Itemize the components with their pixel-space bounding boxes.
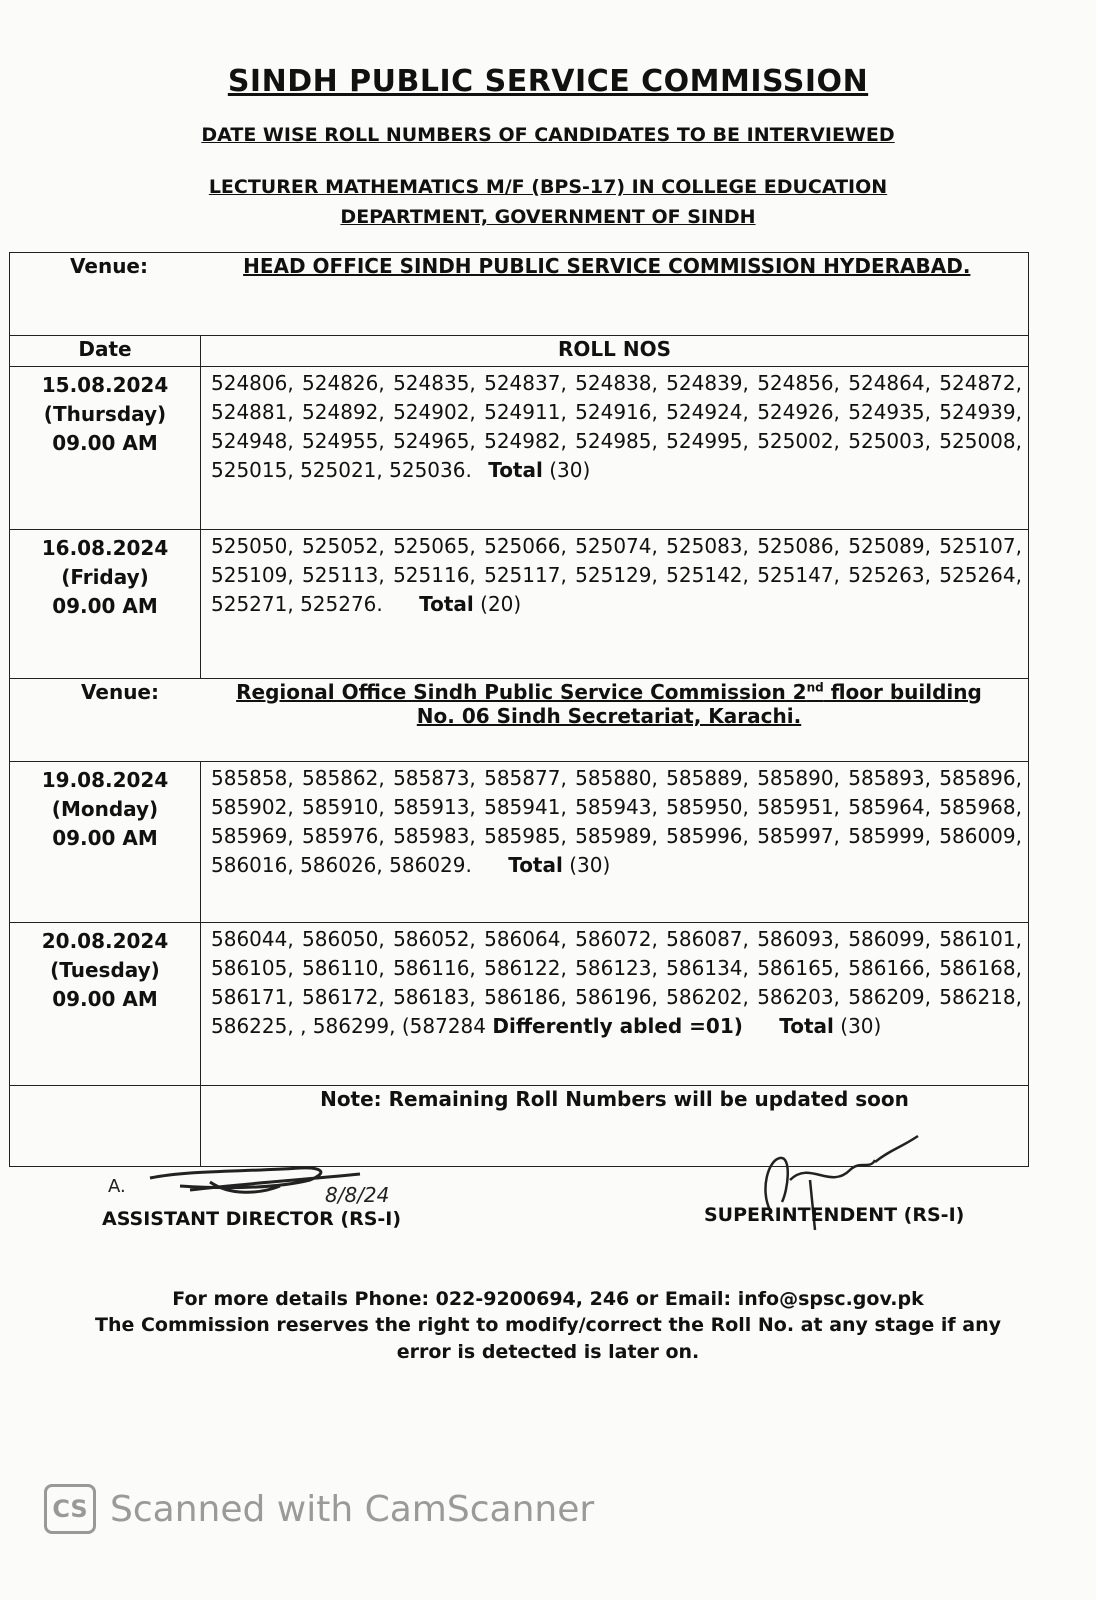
- camscanner-logo-icon: CS: [44, 1484, 96, 1534]
- superintendent-signature: [700, 1130, 1000, 1240]
- assistant-director-signature: [70, 1150, 430, 1240]
- rolls-cell: [201, 762, 1029, 923]
- date-cell: 15.08.2024 (Thursday) 09.00 AM: [10, 367, 201, 530]
- rolls-cell: [201, 530, 1029, 679]
- table-row: [10, 530, 1029, 679]
- footer-contact: For more details Phone: 022-9200694, 246 or Email: info@spsc.gov.pk: [172, 1288, 924, 1310]
- date-cell: 16.08.2024 (Friday) 09.00 AM: [10, 530, 201, 679]
- total-value: (30): [840, 1014, 882, 1038]
- venue-row-karachi: [10, 679, 1029, 762]
- post-line-2: DEPARTMENT, GOVERNMENT OF SINDH: [340, 206, 756, 228]
- rolls-column-header: ROLL NOS: [201, 336, 1029, 367]
- assistant-director-label: ASSISTANT DIRECTOR (RS-I): [102, 1208, 402, 1230]
- superintendent-label: SUPERINTENDENT (RS-I): [704, 1204, 965, 1226]
- total-label: Total: [419, 592, 474, 616]
- roll-numbers: 525050, 525052, 525065, 525066, 525074, 525083, 525086, 525089, 525107, 525109, 525113, 525116, 525117, 525129, 525142, 525147, 525263, 525264, 525271, 525276.: [211, 534, 1022, 616]
- total-value: (30): [569, 853, 611, 877]
- table-row: [10, 762, 1029, 923]
- venue-label: Venue:: [70, 254, 148, 278]
- rolls-cell: [201, 923, 1029, 1086]
- roll-numbers: 586044, 586050, 586052, 586064, 586072, 586087, 586093, 586099, 586101, 586105, 586110, 586116, 586122, 586123, 586134, 586165, 586166, 586168, 586171, 586172, 586183, 586186, 586196, 586202, 586203, 586209, 586218, 586225, , 586299, (587284: [211, 927, 1022, 1038]
- total-value: (30): [549, 458, 591, 482]
- footer-disclaimer-2: error is detected is later on.: [396, 1341, 700, 1363]
- total-label: Total: [488, 458, 543, 482]
- total-label: Total: [508, 853, 563, 877]
- roll-numbers: 524806, 524826, 524835, 524837, 524838, 524839, 524856, 524864, 524872, 524881, 524892, 524902, 524911, 524916, 524924, 524926, 524935, 524939, 524948, 524955, 524965, 524982, 524985, 524995, 525002, 525003, 525008, 525015, 525021, 525036.: [211, 371, 1022, 482]
- venue-label: Venue:: [81, 680, 159, 704]
- date-cell: 19.08.2024 (Monday) 09.00 AM: [10, 762, 201, 923]
- table-row: [10, 367, 1029, 530]
- camscanner-watermark: [44, 1484, 594, 1534]
- document-title: SINDH PUBLIC SERVICE COMMISSION: [227, 64, 869, 99]
- footer-disclaimer-1: The Commission reserves the right to modify/correct the Roll No. at any stage if any: [95, 1314, 1001, 1336]
- schedule-table: [9, 252, 1029, 1167]
- total-value: (20): [480, 592, 522, 616]
- post-title: [0, 172, 1096, 232]
- svg-text:A.: A.: [108, 1176, 126, 1197]
- date-column-header: Date: [10, 336, 201, 367]
- svg-text:8/8/24: 8/8/24: [325, 1183, 390, 1207]
- table-row: [10, 923, 1029, 1086]
- venue-row-hyderabad: [10, 253, 1029, 336]
- note-text: Note: Remaining Roll Numbers will be updated soon: [201, 1086, 1029, 1167]
- post-line-1: LECTURER MATHEMATICS M/F (BPS-17) IN COLLEGE EDUCATION: [208, 176, 888, 198]
- total-label: Total: [779, 1014, 834, 1038]
- document-subtitle: DATE WISE ROLL NUMBERS OF CANDIDATES TO BE INTERVIEWED: [201, 124, 895, 146]
- camscanner-text: Scanned with CamScanner: [110, 1488, 595, 1530]
- table-header-row: [10, 336, 1029, 367]
- differently-abled-note: Differently abled =01): [492, 1014, 743, 1038]
- venue-karachi: Regional Office Sindh Public Service Commission 2nd floor building No. 06 Sindh Secretariat, Karachi.: [236, 680, 982, 728]
- rolls-cell: [201, 367, 1029, 530]
- venue-hyderabad: HEAD OFFICE SINDH PUBLIC SERVICE COMMISSION HYDERABAD.: [243, 254, 971, 278]
- roll-numbers: 585858, 585862, 585873, 585877, 585880, 585889, 585890, 585893, 585896, 585902, 585910, 585913, 585941, 585943, 585950, 585951, 585964, 585968, 585969, 585976, 585983, 585985, 585989, 585996, 585997, 585999, 586009, 586016, 586026, 586029.: [211, 766, 1022, 877]
- date-cell: 20.08.2024 (Tuesday) 09.00 AM: [10, 923, 201, 1086]
